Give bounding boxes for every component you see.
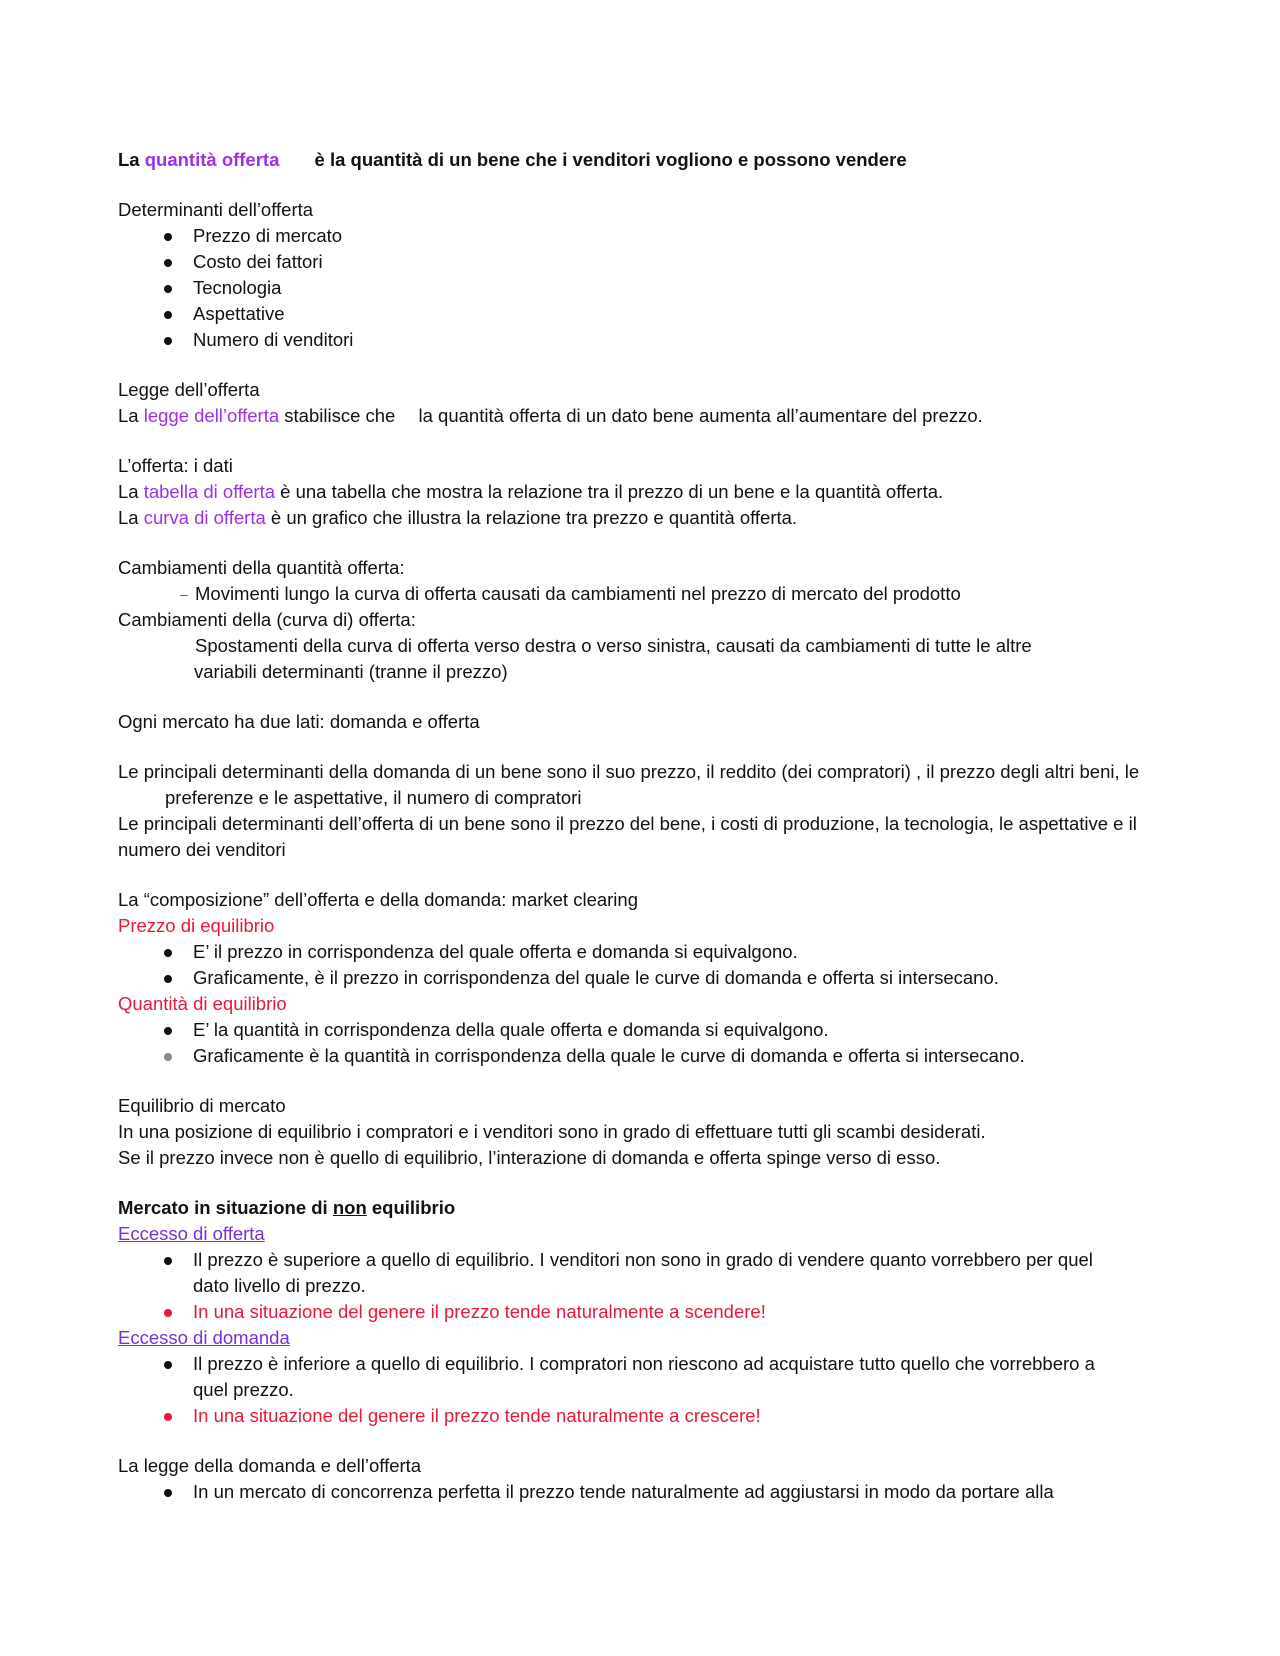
cambiamenti-text-2a: Spostamenti della curva di offerta verso destra o verso sinistra, causati da cambiamenti di tutte le altre — [195, 635, 1032, 656]
non-equilibrio-title — [118, 1195, 1200, 1221]
dati-line-1 — [118, 479, 1200, 505]
legge-dom-off-list — [118, 1479, 1200, 1505]
quantita-equilibrio-list — [118, 1017, 1200, 1069]
cambiamenti-text-1-content: Movimenti lungo la curva di offerta causati da cambiamenti nel prezzo di mercato del prodotto — [195, 583, 961, 604]
list-item: In una situazione del genere il prezzo tende naturalmente a crescere! — [118, 1403, 1123, 1429]
legge-title: Legge dell’offerta — [118, 379, 260, 400]
non-eq-title-post: equilibrio — [371, 1197, 456, 1218]
non-eq-title-underlined: non — [332, 1197, 367, 1218]
prezzo-equilibrio-title: Prezzo di equilibrio — [118, 915, 275, 936]
list-item: Numero di venditori — [118, 327, 1200, 353]
list-item: Prezzo di mercato — [118, 223, 1200, 249]
dash-marker: – — [180, 586, 188, 602]
list-item: Graficamente è la quantità in corrispondenza della quale le curve di domanda e offerta si intersecano. — [118, 1043, 1200, 1069]
list-item: Graficamente, è il prezzo in corrispondenza del quale le curve di domanda e offerta si intersecano. — [118, 965, 1200, 991]
equilibrio-line-1: In una posizione di equilibrio i compratori e i venditori sono in grado di effettuare tutti gli scambi desiderati. — [118, 1121, 986, 1142]
dati-line-2 — [118, 505, 1200, 531]
legge-post: la quantità offerta di un dato bene aumenta all’aumentare del prezzo. — [418, 405, 983, 426]
list-item: E’ la quantità in corrispondenza della quale offerta e domanda si equivalgono. — [118, 1017, 1200, 1043]
determinanti-title: Determinanti dell’offerta — [118, 199, 314, 220]
eccesso-offerta-link-line — [118, 1221, 1200, 1247]
principali-offerta: Le principali determinanti dell’offerta di un bene sono il prezzo del bene, i costi di produzione, la tecnologia, le aspettative e il numero dei venditori — [118, 813, 1137, 860]
dati-line2-term: curva di offerta — [143, 507, 266, 528]
dati-line1-post: è una tabella che mostra la relazione tra il prezzo di un bene e la quantità offerta. — [280, 481, 944, 502]
legge-pre: La — [118, 405, 139, 426]
eccesso-domanda-link-line — [118, 1325, 1200, 1351]
def-post: è la quantità di un bene che i venditori vogliono e possono vendere — [314, 149, 907, 170]
lati-line: Ogni mercato ha due lati: domanda e offerta — [118, 711, 480, 732]
legge-line — [118, 403, 1200, 429]
dati-line1-pre: La — [118, 481, 139, 502]
equilibrio-title: Equilibrio di mercato — [118, 1095, 286, 1116]
cambiamenti-title-1: Cambiamenti della quantità offerta: — [118, 557, 405, 578]
cambiamenti-title-2: Cambiamenti della (curva di) offerta: — [118, 609, 416, 630]
quantita-equilibrio-title: Quantità di equilibrio — [118, 993, 287, 1014]
cambiamenti-text-1 — [118, 581, 1200, 607]
non-eq-title-pre: Mercato in situazione di — [118, 1197, 328, 1218]
legge-term: legge dell’offerta — [143, 405, 280, 426]
list-item: In un mercato di concorrenza perfetta il prezzo tende naturalmente ad aggiustarsi in modo da portare alla — [118, 1479, 1200, 1505]
equilibrio-line-2: Se il prezzo invece non è quello di equilibrio, l’interazione di domanda e offerta spinge verso di esso. — [118, 1147, 941, 1168]
dati-title: L’offerta: i dati — [118, 455, 233, 476]
list-item: Il prezzo è superiore a quello di equilibrio. I venditori non sono in grado di vendere quanto vorrebbero per quel dato livello di prezzo. — [118, 1247, 1118, 1299]
dati-line2-post: è un grafico che illustra la relazione tra prezzo e quantità offerta. — [270, 507, 798, 528]
definition-line — [118, 147, 1200, 173]
list-item: Tecnologia — [118, 275, 1200, 301]
list-item: E’ il prezzo in corrispondenza del quale offerta e domanda si equivalgono. — [118, 939, 1200, 965]
determinanti-list — [118, 223, 1200, 353]
prezzo-equilibrio-list — [118, 939, 1200, 991]
dati-line1-term: tabella di offerta — [143, 481, 276, 502]
composizione-title: La “composizione” dell’offerta e della domanda: market clearing — [118, 889, 638, 910]
cambiamenti-text-2b: variabili determinanti (tranne il prezzo) — [194, 661, 508, 682]
legge-mid: stabilisce che — [284, 405, 396, 426]
dati-line2-pre: La — [118, 507, 139, 528]
legge-dom-off-title: La legge della domanda e dell’offerta — [118, 1455, 422, 1476]
eccesso-offerta-link[interactable]: Eccesso di offerta — [118, 1223, 265, 1244]
list-item: In una situazione del genere il prezzo tende naturalmente a scendere! — [118, 1299, 1118, 1325]
eccesso-domanda-list — [118, 1351, 1123, 1429]
def-term: quantità offerta — [144, 149, 280, 170]
def-pre: La — [118, 149, 140, 170]
list-item: Aspettative — [118, 301, 1200, 327]
list-item: Il prezzo è inferiore a quello di equilibrio. I compratori non riescono ad acquistare tutto quello che vorrebbero a quel prezzo. — [118, 1351, 1123, 1403]
principali-domanda: Le principali determinanti della domanda di un bene sono il suo prezzo, il reddito (dei compratori) , il prezzo degli altri beni, le preferenze e le aspettative, il numero di compratori — [118, 761, 1140, 808]
list-item: Costo dei fattori — [118, 249, 1200, 275]
eccesso-domanda-link[interactable]: Eccesso di domanda — [118, 1327, 290, 1348]
eccesso-offerta-list — [118, 1247, 1118, 1325]
